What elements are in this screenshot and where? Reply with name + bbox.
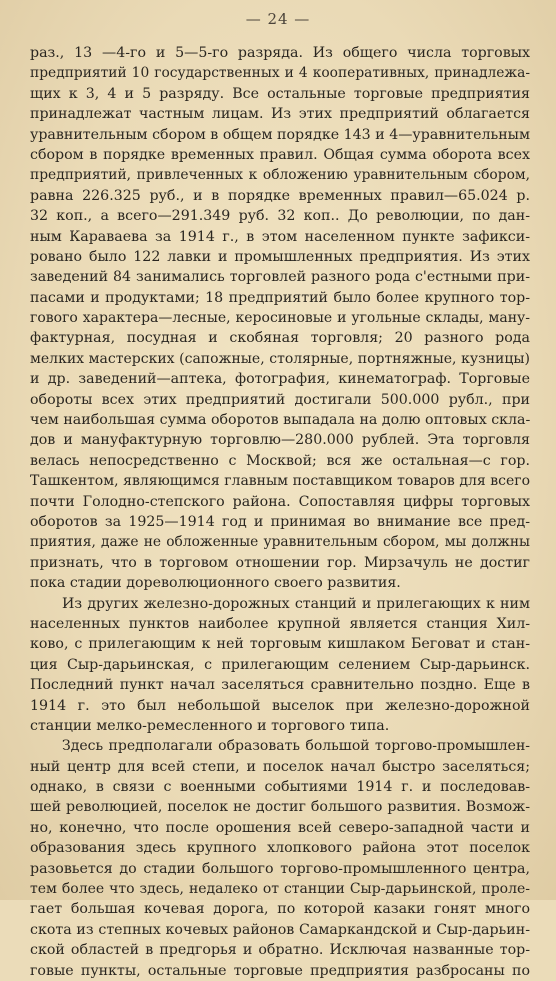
text-line: Из других железно-дорожных станций и прилегающих к ним bbox=[62, 595, 530, 612]
text-line: Последний пункт начал заселяться сравнительно поздно. Еще в bbox=[30, 677, 530, 694]
text-line: гового характера—лесные, керосиновые и угольные склады, ману- bbox=[30, 310, 530, 327]
text-line: ция Сыр-дарьинская, с прилегающим селением Сыр-дарьинск. bbox=[30, 656, 530, 673]
text-line: оборотов за 1925—1914 год и принимая во внимание все пред- bbox=[30, 513, 530, 530]
text-line: тем более что здесь, недалеко от станции Сыр-дарьинской, проле- bbox=[30, 881, 530, 898]
text-line: признать, что в торговом отношении гор. Мирзачуль не достиг bbox=[30, 554, 530, 571]
paragraph-2 bbox=[30, 594, 530, 737]
text-line: ровано было 122 лавки и промышленных предприятия. Из этих bbox=[30, 248, 530, 265]
text-line: 1914 г. это был небольшой выселок при железно-дорожной bbox=[30, 697, 530, 714]
text-line: но, конечно, что после орошения всей северо-западной части и bbox=[30, 819, 530, 836]
body-text bbox=[30, 43, 530, 981]
text-line: Ташкентом, являющимся главным поставщиком товаров для всего bbox=[30, 473, 530, 490]
text-line: обороты всех этих предприятий достигали 500.000 рубл., при bbox=[30, 391, 530, 408]
paragraph-1 bbox=[30, 43, 530, 594]
text-line: станции мелко-ремесленного и торгового типа. bbox=[30, 717, 390, 734]
text-line: ным Караваева за 1914 г., в этом населенном пункте зафикси- bbox=[30, 228, 530, 245]
text-line: населенных пунктов наиболее крупной является станция Хил- bbox=[30, 615, 530, 632]
text-line: ково, с прилегающим к ней торговым кишлаком Беговат и стан- bbox=[30, 636, 530, 653]
text-line: мелких мастерских (сапожные, столярные, портняжные, кузницы) bbox=[30, 350, 530, 367]
text-line: уравнительным сбором в общем порядке 143 и 4—уравнительным bbox=[30, 126, 530, 143]
text-line: гает большая кочевая дорога, по которой казаки гонят много bbox=[30, 901, 530, 918]
text-line: скота из степных кочевых районов Самаркандской и Сыр-дарьин- bbox=[30, 921, 530, 938]
text-line: пока стадии дореволюционного своего развития. bbox=[30, 575, 401, 592]
text-line: сбором в порядке временных правил. Общая сумма оборота всех bbox=[30, 146, 530, 163]
paragraph-3 bbox=[30, 736, 530, 981]
text-line: пасами и продуктами; 18 предприятий было более крупного тор- bbox=[30, 289, 530, 306]
text-line: чем наибольшая сумма оборотов выпадала на долю оптовых скла- bbox=[30, 412, 531, 429]
text-line: 32 коп., а всего—291.349 руб. 32 коп.. До революции, по дан- bbox=[30, 208, 530, 225]
text-line: ской областей в предгорья и обратно. Исключая названные тор- bbox=[30, 942, 530, 959]
text-line: образования здесь крупного хлопкового района этот поселок bbox=[30, 840, 530, 857]
text-line: равна 226.325 руб., и в порядке временных правил—65.024 р. bbox=[30, 187, 530, 204]
text-line: разовьется до стадии большого торгово-промышленного центра, bbox=[30, 860, 530, 877]
text-line: ный центр для всей степи, и поселок начал быстро заселяться; bbox=[30, 758, 530, 775]
text-line: и др. заведений—аптека, фотография, кинематограф. Торговые bbox=[30, 371, 530, 388]
text-line: заведений 84 занимались торговлей разного рода с'естными при- bbox=[30, 269, 530, 286]
text-line: велась непосредственно с Москвой; вся же остальная—с гор. bbox=[30, 452, 530, 469]
text-line: приятия, даже не обложенные уравнительным сбором, мы должны bbox=[30, 534, 530, 551]
text-line: говые пункты, остальные торговые предприятия разбросаны по bbox=[30, 962, 530, 979]
page-number: — 24 — bbox=[245, 10, 311, 28]
text-line: Здесь предполагали образовать большой торгово-промышлен- bbox=[62, 738, 530, 755]
text-line: почти Голодно-степского района. Сопоставляя цифры торговых bbox=[30, 493, 530, 510]
text-line: предприятий 10 государственных и 4 кооперативных, принадлежа- bbox=[30, 65, 530, 82]
text-line: предприятий, привлеченных к обложению уравнительным сбором, bbox=[30, 167, 530, 184]
text-line: щих к 3, 4 и 5 разряду. Все остальные торговые предприятия bbox=[30, 85, 530, 102]
text-line: однако, в связи с военными событиями 1914 г. и последовав- bbox=[30, 779, 530, 796]
text-line: дов и мануфактурную торговлю—280.000 рублей. Эта торговля bbox=[30, 432, 530, 449]
text-line: раз., 13 —4-го и 5—5-го разряда. Из общего числа торговых bbox=[30, 45, 530, 61]
text-line: шей революцией, поселок не достиг большого развития. Возмож- bbox=[30, 799, 530, 816]
text-line: фактурная, посудная и скобяная торговля; 20 разного рода bbox=[30, 330, 530, 347]
text-line: принадлежат частным лицам. Из этих предприятий облагается bbox=[30, 106, 530, 123]
